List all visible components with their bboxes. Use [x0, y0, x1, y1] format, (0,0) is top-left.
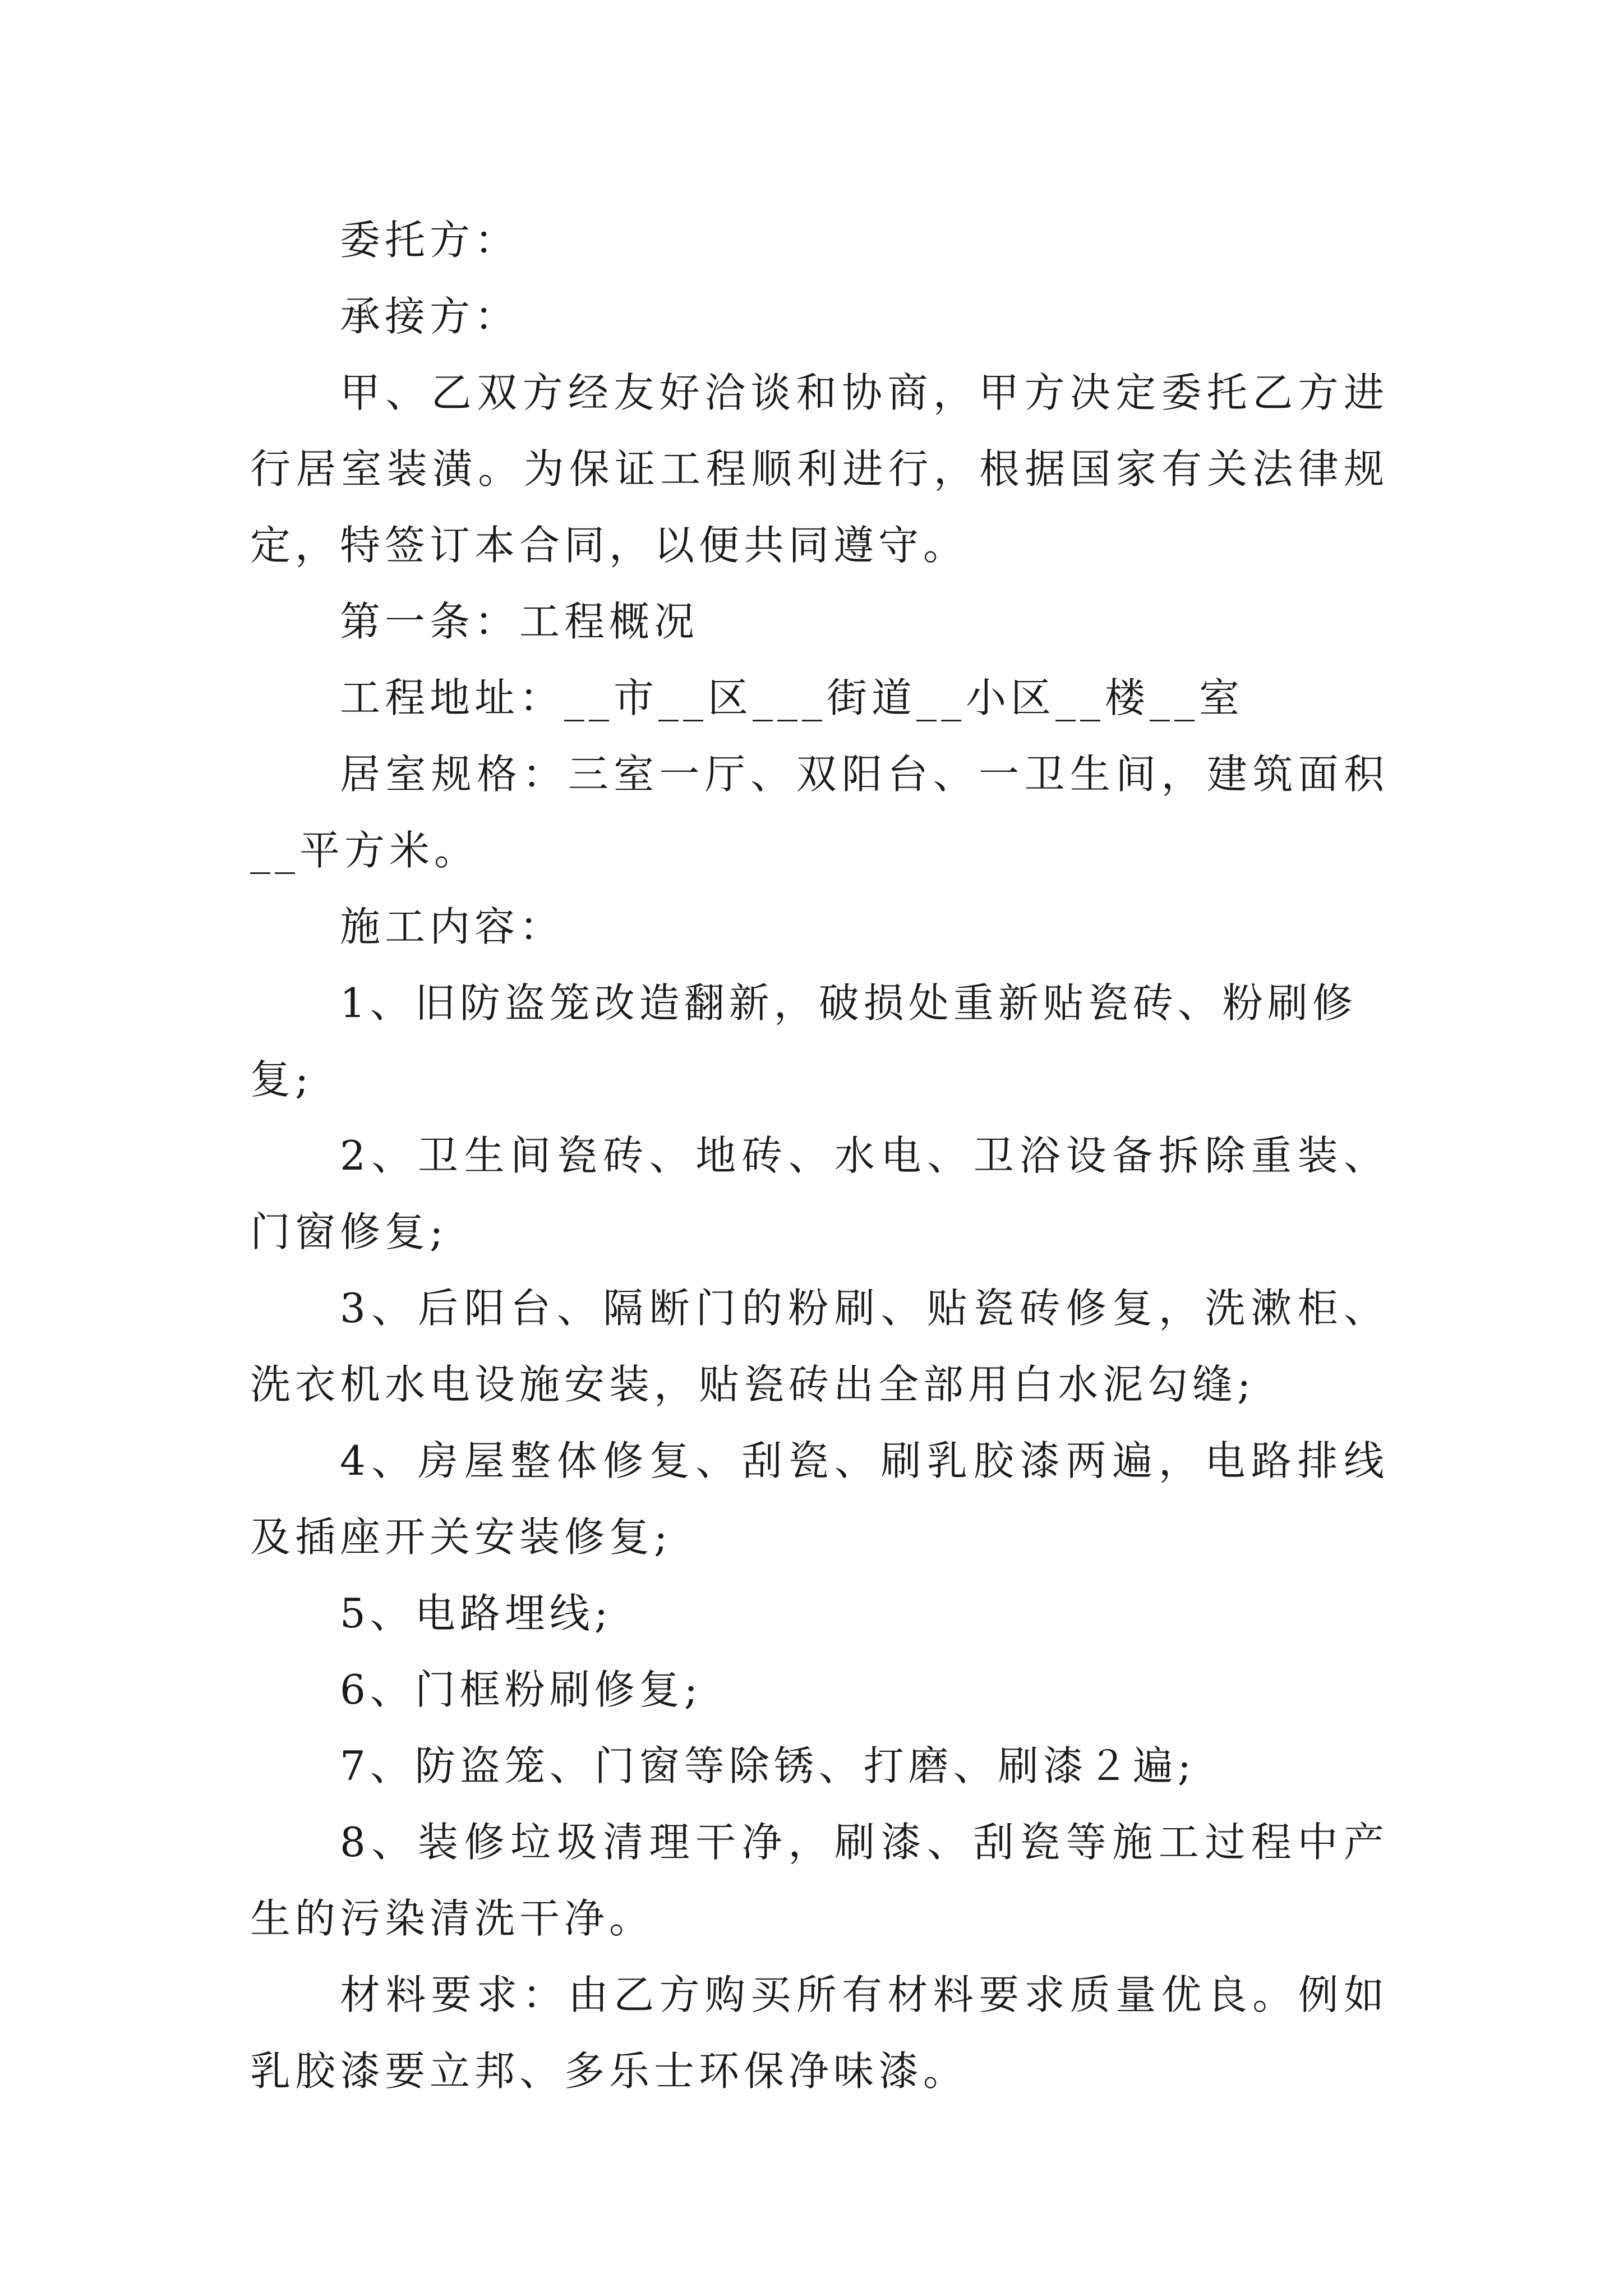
list-item-8: 8、装修垃圾清理干净，刷漆、刮瓷等施工过程中产生的污染清洗干净。 — [250, 1819, 1389, 1942]
construction-content-heading: 施工内容： — [340, 903, 565, 950]
list-item-7: 7、防盗笼、门窗等除锈、打磨、刷漆２遍; — [340, 1742, 1196, 1789]
list-item-3: 3、后阳台、隔断门的粉刷、贴瓷砖修复，洗漱柜、洗衣机水电设施安装，贴瓷砖出全部用白水泥勾缝; — [250, 1285, 1389, 1408]
list-item-5: 5、电路埋线; — [340, 1590, 613, 1637]
article-1-heading: 第一条：工程概况 — [340, 598, 699, 645]
list-item-4: 4、房屋整体修复、刮瓷、刷乳胶漆两遍，电路排线及插座开关安装修复; — [250, 1437, 1389, 1561]
list-item-6: 6、门框粉刷修复; — [340, 1666, 703, 1713]
room-spec-paragraph: 居室规格：三室一厅、双阳台、一卫生间，建筑面积__平方米。 — [250, 751, 1389, 874]
project-address-line: 工程地址：__市__区___街道__小区__楼__室 — [340, 674, 1244, 721]
list-item-1: 1、旧防盗笼改造翻新，破损处重新贴瓷砖、粉刷修复; — [250, 979, 1357, 1103]
document-body — [250, 202, 1389, 2109]
list-item-2: 2、卫生间瓷砖、地砖、水电、卫浴设备拆除重装、门窗修复; — [250, 1132, 1389, 1255]
material-requirements-paragraph: 材料要求：由乙方购买所有材料要求质量优良。例如乳胶漆要立邦、多乐士环保净味漆。 — [250, 1971, 1389, 2095]
preamble-paragraph: 甲、乙双方经友好洽谈和协商，甲方决定委托乙方进行居室装潢。为保证工程顺利进行，根据国家有关法律规定，特签订本合同，以便共同遵守。 — [250, 369, 1389, 569]
consignor-line: 委托方： — [340, 217, 520, 264]
contractor-line: 承接方： — [340, 293, 520, 340]
